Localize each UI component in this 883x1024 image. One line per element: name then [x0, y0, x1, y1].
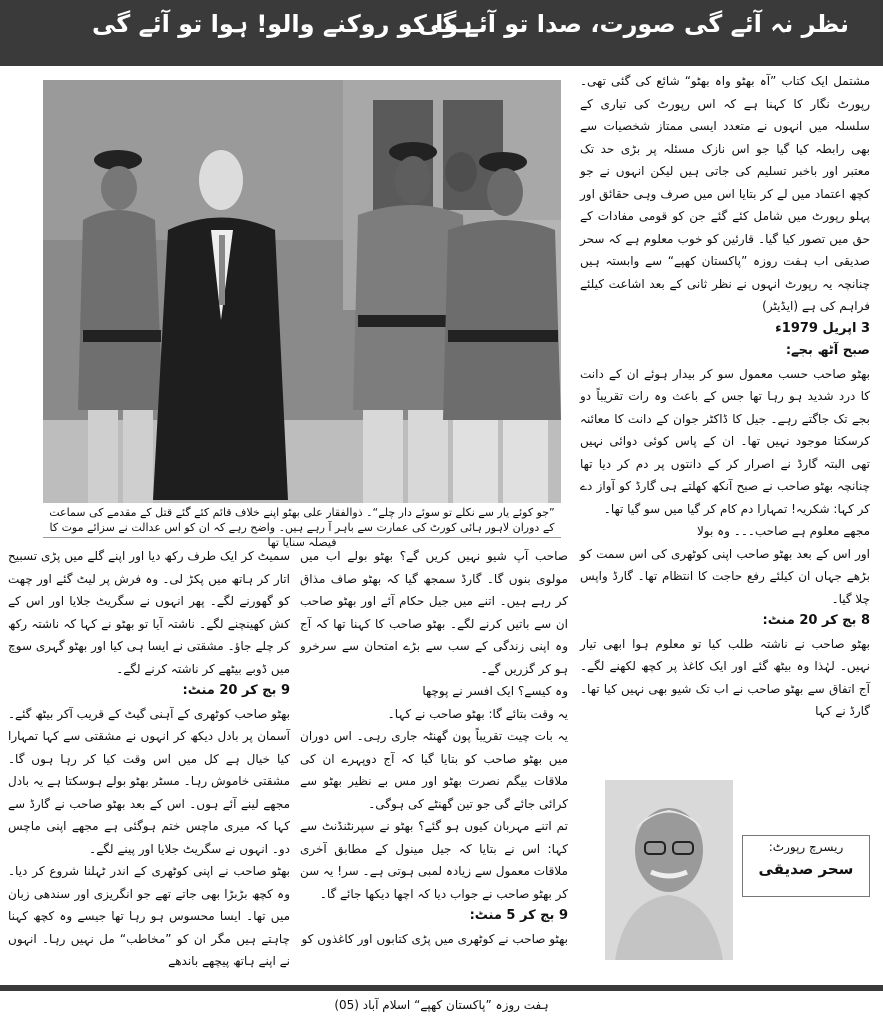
paragraph: سمیٹ کر ایک طرف رکھ دیا اور اپنے گلے میں پڑی تسبیح اتار کر ہاتھ میں پکڑ لی۔ وہ فرش پر لیٹ گئے اور چھت کو گھورنے لگے۔ پھر انہوں نے سگریٹ جلایا اور اس کے کش کھینچنے لگے۔ ناشتہ آیا تو بھٹو نے کہا کہ ناشتہ رکھ کر چلے جاؤ۔ مشقتی نے ایسا ہی کیا اور بھٹو گہری سوچ میں ڈوبے بیٹھے کر ناشتہ کرنے لگے۔: [8, 549, 290, 676]
paragraph: یہ بات چیت تقریباً پون گھنٹہ جاری رہی۔ اس دوران میں بھٹو صاحب کو بتایا گیا کہ آج دوپہرے ان کی ملاقات بیگم نصرت بھٹو اور مس بے نظیر بھٹو سے کرائی جائے گی جو تین گھنٹے کی ہوگی۔: [300, 729, 568, 811]
headline-right: نظر نہ آئے گی صورت، صدا تو آئے گی: [418, 10, 849, 38]
page-footer: ہفت روزہ ”پاکستان کھپے“ اسلام آباد (05): [334, 998, 549, 1012]
paragraph: بھٹو صاحب نے ناشتہ طلب کیا تو معلوم ہوا ابھی تیار نہیں۔ لہٰذا وہ بیٹھ گئے اور ایک کاغذ پر کچھ لکھنے لگے۔ آج اتفاق سے بھٹو صاحب نے اب تک شیو بھی نہیں کیا تھا۔ گارڈ نے کہا: [580, 636, 870, 718]
photo-caption: ”جو کوئے یار سے نکلے تو سوئے دار چلے“۔ ذوالفقار علی بھٹو اپنے خلاف قائم کئے گئے قتل کے مقدمے کی سماعت کے دوران لاہور ہائی کورٹ کی عمارت سے باہر آ رہے ہیں۔ واضح رہے کہ ان کو اس عدالت نے سزائے موت کا فیصلہ سنایا تھا: [43, 505, 561, 538]
headline-left: ہوا کو روکنے والو! ہوا تو آئے گی: [92, 10, 473, 38]
paragraph: تم اتنے مہربان کیوں ہو گئے؟ بھٹو نے سپرنٹنڈنٹ سے کہا: اس نے بتایا کہ جیل مینول کے مطابق آخری ملاقات معمول سے زیادہ لمبی ہوتی ہے۔ سر! یہ سن کر بھٹو صاحب نے جواب دیا کہ اچھا دیکھا جائے گا۔: [300, 819, 568, 901]
byline-box: [742, 835, 870, 897]
paragraph: بھٹو صاحب نے اپنی کوٹھری کے اندر ٹہلنا شروع کر دیا۔ وہ کچھ بڑبڑا بھی جاتے تھے جو انگریزی اور سندھی زبان میں تھا۔ ایسا محسوس ہو رہا تھا جیسے وہ کچھ کہنا چاہتے ہیں مگر ان کو ”مخاطب“ مل نہیں رہا۔ انہوں نے اپنے ہاتھ پیچھے باندھے: [8, 864, 290, 968]
news-photo: [43, 80, 561, 503]
subheading: صبح آٹھ بجے:: [785, 343, 870, 358]
column-right: [580, 70, 870, 770]
byline-name: سحر صدیقی: [758, 860, 854, 878]
paragraph: یہ وقت بتائے گا: بھٹو صاحب نے کہا۔: [387, 706, 568, 721]
paragraph: بھٹو صاحب نے کوٹھری میں پڑی کتابوں اور کاغذوں کو: [301, 931, 568, 946]
byline-label: ریسرچ رپورٹ:: [768, 840, 844, 854]
subheading: 8 بج کر 20 منٹ:: [762, 613, 870, 628]
paragraph: بھٹو صاحب حسب معمول سو کر بیدار ہوئے ان کے دانت کا درد شدید ہو رہا تھا جس کے باعث وہ رات تقریباً دو بجے تک جاگتے رہے۔ جیل کا ڈاکٹر جوان کے دانت کا معائنہ کرسکتا موجود نہیں تھا۔ ان کے پاس کوئی دوائی نہیں تھی البتہ گارڈ نے اصرار کر کے دانتوں پر دم کر دیا تھا چنانچہ بھٹو صاحب نے صبح آنکھ کھلتے ہی گارڈ کو آواز دے کر کہا: شکریہ! تمہارا دم کام کر گیا میں سو گیا تھا۔: [580, 366, 870, 516]
author-portrait: [605, 780, 733, 960]
column-left: [8, 545, 290, 975]
paragraph: صاحب آپ شیو نہیں کریں گے؟ بھٹو بولے اب میں مولوی بنوں گا۔ گارڈ سمجھ گیا کہ بھٹو صاف مذاق کر رہے ہیں۔ اتنے میں جیل حکام آئے اور بھٹو صاحب ان سے باتیں کرنے لگے۔ بھٹو صاحب کا کہنا تھا کہ آج وہ اپنی زندگی کے سب سے بڑے امتحان سے سرخرو ہو کر گزریں گے۔: [300, 549, 568, 676]
paragraph: مجھے معلوم ہے صاحب۔۔۔ وہ بولا: [696, 524, 870, 538]
column-middle: [300, 545, 568, 975]
subheading: 9 بج کر 20 منٹ:: [182, 683, 290, 698]
subheading: 9 بج کر 5 منٹ:: [469, 908, 568, 923]
date-heading: 3 اپریل 1979ء: [775, 320, 870, 336]
paragraph: وہ کیسے؟ ایک افسر نے پوچھا: [422, 684, 568, 698]
intro-paragraph: مشتمل ایک کتاب ”آہ بھٹو واہ بھٹو“ شائع کی گئی تھی۔ رپورٹ نگار کا کہنا ہے کہ اس رپورٹ کی تیاری کے سلسلہ میں انہوں نے متعدد ایسی ممتاز شخصیات سے بھی رابطہ کیا گیا جو اس نازک مسئلہ پر بڑی حد تک معتبر اور باخبر تسلیم کی جاتی ہیں لیکن انہوں نے جو کچھ اعتماد میں لے کر بتایا اس میں صرف وہی حقائق اور پہلو رپورٹ میں شامل کئے گئے جن کو قومی مفادات کے حق میں تصور کیا گیا۔ قارئین کو خوب معلوم ہے کہ سحر صدیقی اب ہفت روزہ ”پاکستان کھپے“ سے وابستہ ہیں چنانچہ یہ رپورٹ انہوں نے نظر ثانی کے بعد اشاعت کیلئے فراہم کی ہے (ایڈیٹر): [580, 74, 870, 313]
footer-rule: [0, 985, 883, 991]
paragraph: بھٹو صاحب کوٹھری کے آہنی گیٹ کے قریب آکر بیٹھ گئے۔ آسمان پر بادل دیکھ کر انہوں نے مشقتی سے کہا تمہارا کیا خیال ہے کل میں اس وقت کیا کر رہا ہوں گا۔ مشقتی خاموش رہا۔ مسٹر بھٹو بولے ہوسکتا ہے یہ بادل مجھے لینے آئے ہوں۔ اس کے بعد بھٹو صاحب نے گارڈ سے کہا کہ میری ماچس ختم ہوگئی ہے مجھے اپنی ماچس دو۔ انہوں نے سگریٹ جلایا اور پینے لگے۔: [8, 706, 290, 856]
page-header: [0, 0, 883, 66]
paragraph: اور اس کے بعد بھٹو صاحب اپنی کوٹھری کی اس سمت کو بڑھے جہاں ان کیلئے رفع حاجت کا انتظام تھا۔ گارڈ واپس چلا گیا۔: [580, 546, 870, 606]
